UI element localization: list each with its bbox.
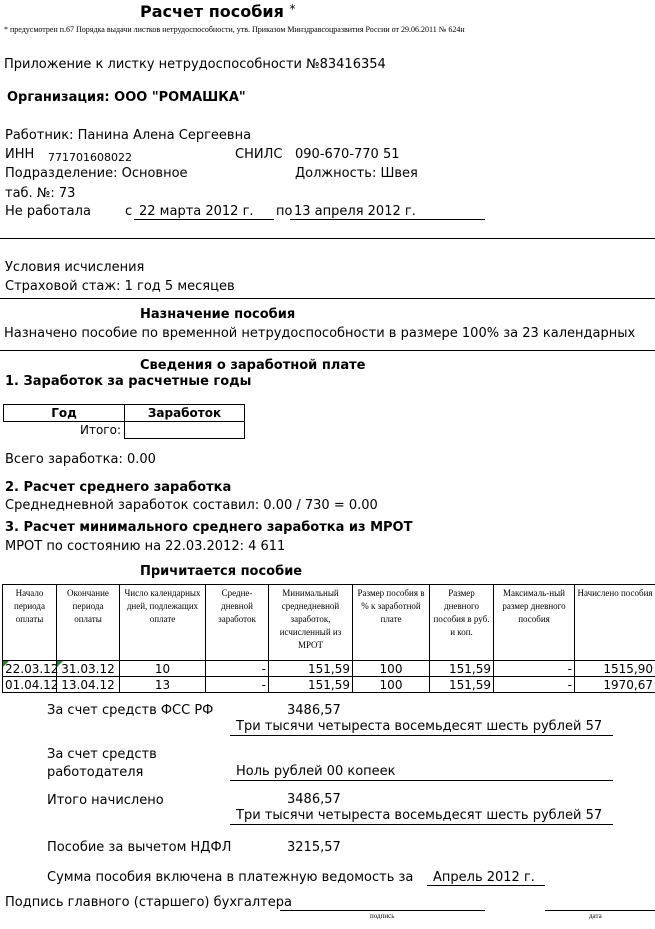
to-date: 13 апреля 2012 г. — [294, 204, 416, 219]
department: Подразделение: Основное — [5, 166, 188, 181]
section-3-title: 3. Расчет минимального среднего заработка из МРОТ — [5, 520, 413, 535]
header-accrued: Начислено пособия — [575, 585, 655, 661]
footnote: * предусмотрен п.67 Порядка выдачи листков нетрудоспособности, утв. Приказом Минздравсоцразвития России от 29.06.2011 № 624н — [4, 25, 465, 34]
cell-days: 10 — [120, 661, 206, 677]
total-words: Три тысячи четыреста восемьдесят шесть рублей 57 — [236, 808, 603, 823]
organization: Организация: ООО "РОМАШКА" — [7, 90, 246, 105]
cell-avg-daily: - — [206, 677, 269, 693]
cell-days: 13 — [120, 677, 206, 693]
total-earnings: Всего заработка: 0.00 — [5, 452, 156, 467]
table-row — [3, 661, 655, 677]
header-min-daily: Минимальный среднедневной заработок, исчисленный из МРОТ — [269, 585, 353, 661]
header-days: Число календарных дней, подлежащих оплате — [120, 585, 206, 661]
table-row — [3, 677, 655, 693]
header-end: Окончание периода оплаты — [57, 585, 120, 661]
cell-end: 13.04.12 — [57, 677, 120, 693]
cell-start: 01.04.12 — [3, 677, 57, 693]
to-label: по — [276, 204, 293, 219]
cell-max-daily: - — [494, 661, 575, 677]
due-heading: Причитается пособие — [140, 564, 303, 579]
benefit-header-row — [3, 585, 655, 661]
snils-value: 090-670-770 51 — [295, 147, 400, 162]
col-year: Год — [4, 405, 125, 422]
header-percent: Размер пособия в % к заработной плате — [353, 585, 430, 661]
earnings-table — [3, 404, 245, 439]
assignment-text: Назначено пособие по временной нетрудоспособности в размере 100% за 23 календарных — [4, 326, 636, 341]
employer-label-1: За счет средств — [47, 747, 157, 762]
signature-label: Подпись главного (старшего) бухгалтера — [5, 895, 292, 910]
earnings-heading: Сведения о заработной плате — [140, 358, 366, 373]
date-caption: дата — [589, 912, 602, 920]
from-date: 22 марта 2012 г. — [139, 204, 254, 219]
cell-accrued: 1515,90 — [575, 661, 655, 677]
cell-min-daily: 151,59 — [269, 677, 353, 693]
sign-caption: подпись — [370, 912, 395, 920]
section-2-title: 2. Расчет среднего заработка — [5, 480, 232, 495]
cell-percent: 100 — [353, 677, 430, 693]
employer-label-2: работодателя — [47, 765, 144, 780]
header-start: Начало периода оплаты — [3, 585, 57, 661]
snils-label: СНИЛС — [235, 147, 283, 162]
employee-name: Работник: Панина Алена Сергеевна — [5, 128, 252, 143]
inn-value: 771701608022 — [48, 151, 132, 164]
payroll-month: Апрель 2012 г. — [433, 870, 535, 885]
insurance-length: Страховой стаж: 1 год 5 месяцев — [5, 279, 235, 294]
from-label: с — [125, 204, 133, 219]
cell-max-daily: - — [494, 677, 575, 693]
position: Должность: Швея — [295, 166, 418, 181]
average-earnings: Среднедневной заработок составил: 0.00 / 730 = 0.00 — [5, 498, 378, 513]
cell-percent: 100 — [353, 661, 430, 677]
ndfl-amount: 3215,57 — [287, 840, 341, 855]
header-avg-daily: Средне-дневной заработок — [206, 585, 269, 661]
page-title: Расчет пособия — [140, 2, 284, 21]
cell-accrued: 1970,67 — [575, 677, 655, 693]
header-max-daily: Максималь-ный размер дневного пособия — [494, 585, 575, 661]
conditions-heading: Условия исчисления — [5, 260, 145, 275]
section-1-title: 1. Заработок за расчетные годы — [5, 374, 252, 389]
absent-label: Не работала — [5, 204, 91, 219]
inn-label: ИНН — [5, 147, 35, 162]
fss-words: Три тысячи четыреста восемьдесят шесть рублей 57 — [236, 719, 603, 734]
title-footnote-mark: * — [289, 2, 296, 16]
cell-min-daily: 151,59 — [269, 661, 353, 677]
total-label: Итого: — [4, 422, 125, 439]
mrot-text: МРОТ по состоянию на 22.03.2012: 4 611 — [5, 539, 286, 554]
header-daily-benefit: Размер дневного пособия в руб. и коп. — [430, 585, 494, 661]
assignment-heading: Назначение пособия — [140, 307, 296, 322]
cell-daily-benefit: 151,59 — [430, 661, 494, 677]
benefit-table — [2, 584, 655, 693]
col-earnings: Заработок — [125, 405, 245, 422]
total-amount: 3486,57 — [287, 792, 341, 807]
cell-daily-benefit: 151,59 — [430, 677, 494, 693]
total-earnings-cell — [125, 422, 245, 439]
cell-avg-daily: - — [206, 661, 269, 677]
cell-end: 31.03.12 — [57, 661, 120, 677]
appendix-line: Приложение к листку нетрудоспособности №83416354 — [4, 57, 386, 72]
tab-number: таб. №: 73 — [5, 186, 76, 201]
total-label: Итого начислено — [47, 793, 164, 808]
cell-start: 22.03.12 — [3, 661, 57, 677]
fss-label: За счет средств ФСС РФ — [47, 703, 214, 718]
ndfl-label: Пособие за вычетом НДФЛ — [47, 840, 232, 855]
payroll-label: Сумма пособия включена в платежную ведомость за — [47, 870, 414, 885]
fss-amount: 3486,57 — [287, 703, 341, 718]
employer-words: Ноль рублей 00 копеек — [236, 764, 396, 779]
